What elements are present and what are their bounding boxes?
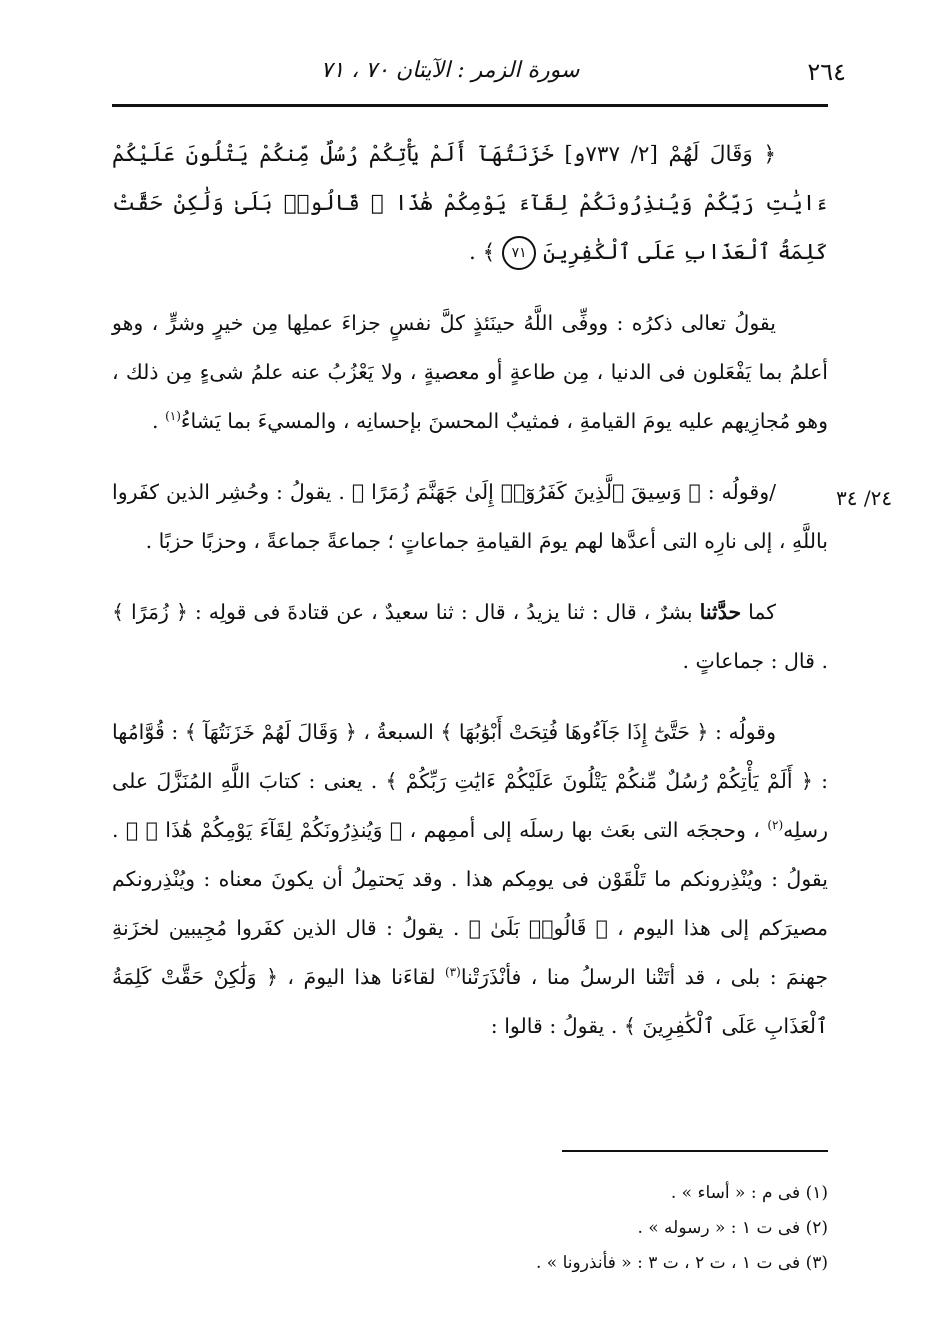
- ayah-number-marker: ٧١: [502, 236, 536, 270]
- paragraph-commentary: [112, 299, 828, 446]
- footnote-ref-1: (١): [165, 409, 181, 424]
- commentary-text: وقولُه : ﴿ حَتَّىٰٓ إِذَا جَآءُوهَا فُتِحَتْ أَبْوَٰبُهَا ﴾ السبعةُ ، ﴿ وَقَالَ لَهُمْ خَزَنَتُهَآ ﴾ : قُوَّامُها : ﴿ أَلَمْ يَأْتِكُمْ رُسُلٌ مِّنكُمْ يَتْلُونَ عَلَيْكُمْ ءَايَٰتِ رَبِّكُمْ ﴾ . يعنى : كتابَ اللَّهِ المُنَزَّلَ على رسلِه: [112, 720, 828, 842]
- narration-lead: كما: [741, 600, 776, 624]
- footnote-item: (٢) فى ت ١ : « رسوله » .: [637, 1218, 828, 1238]
- footnote-ref-2: (٢): [767, 818, 784, 833]
- commentary-text: لقاءَنا هذا اليومَ ، ﴿ وَلَٰكِنْ حَقَّتْ كَلِمَةُ ٱلْعَذَابِ عَلَى ٱلْكَٰفِرِينَ ﴾ . يقولُ : قالوا :: [112, 965, 828, 1038]
- main-text: [112, 130, 828, 1073]
- verse-end: ﴾ .: [468, 240, 496, 265]
- commentary-text: ، وحججَه التى بعَث بها رسلَه إلى أممِهم ، ﴿ وَيُنذِرُونَكُمْ لِقَآءَ يَوْمِكُمْ هَٰذَا ۚ ﴾ . يقولُ : ويُنْذِرونكم ما تَلْقَوْن فى يومِكم هذا . وقد يَحتمِلُ أن يكونَ معناه : ويُنْذِرونكم مصيرَكم إلى هذا اليوم ، ﴿ قَالُوا۟ بَلَىٰ ﴾ . يقولُ : قال الذين كفَروا مُجِيبين لخزَنةِ جهنمَ : بلى ، قد أتَتْنا الرسلُ منا ، فأنْذَرَتْنا: [112, 818, 829, 989]
- commentary-end: .: [152, 409, 166, 433]
- paragraph-verse: ﴿ وَقَالَ لَهُمْ [٢/ ٧٣٧و] خَزَنَتُهَآ أَلَمْ يَأْتِكُمْ رُسُلٌ مِّنكُمْ يَتْلُونَ عَلَيْكُمْ ءَايَٰتِ رَبِّكُمْ وَيُنذِرُونَكُمْ لِقَآءَ يَوْمِكُمْ هَٰذَا ۚ قَالُوا۟ بَلَىٰ وَلَٰكِنْ حَقَّتْ كَلِمَةُ ٱلْعَذَابِ عَلَى ٱلْكَٰفِرِينَ ٧١ ﴾ .: [112, 130, 828, 277]
- paragraph-commentary: /وقولُه : ﴿ وَسِيقَ ٱلَّذِينَ كَفَرُوٓا۟ إِلَىٰ جَهَنَّمَ زُمَرًا ﴾ . يقولُ : وحُشِر الذين كفَروا باللَّهِ ، إلى نارِه التى أعدَّها لهم يومَ القيامةِ جماعاتٍ ؛ جماعةً جماعةً ، وحزبًا حزبًا .: [112, 480, 828, 553]
- page-number: ٢٦٤: [807, 58, 846, 86]
- footnote-item: (١) فى م : « أساء » .: [670, 1183, 828, 1203]
- running-header: سورة الزمر : الآيتان ٧٠ ، ٧١: [320, 58, 580, 83]
- commentary-text: يقولُ تعالى ذكرُه : ووفِّى اللَّهُ حينَئذٍ كلَّ نفسٍ جزاءَ عملِها مِن خيرٍ وشرٍّ ، وهو أعلمُ بما يَفْعَلون فى الدنيا ، مِن طاعةٍ أو معصيةٍ ، ولا يَعْزُبُ عنه علمُ شىءٍ مِن ذلك ، وهو مُجازِيهم عليه يومَ القيامةِ ، فمثيبٌ المحسنَ بإحسانِه ، والمسيءَ بما يَشاءُ: [112, 311, 828, 433]
- margin-reference: ٢٤/ ٣٤: [836, 486, 893, 510]
- footnote-item: (٣) فى ت ١ ، ت ٢ ، ت ٣ : « فأنذرونا » .: [535, 1253, 828, 1273]
- footnote-rule: [562, 1150, 828, 1152]
- footnote-ref-3: (٣): [444, 965, 461, 980]
- narration-keyword: حدَّثنا: [699, 600, 742, 624]
- footnotes: [112, 1176, 828, 1281]
- narration-text: بشرٌ ، قال : ثنا يزيدُ ، قال : ثنا سعيدٌ ، عن قتادةَ فى قولِه : ﴿ زُمَرًا ﴾ . قال : جماعاتٍ .: [112, 600, 828, 673]
- verse-text: وَقَالَ لَهُمْ [٢/ ٧٣٧و] خَزَنَتُهَآ أَلَمْ يَأْتِكُمْ رُسُلٌ مِّنكُمْ يَتْلُونَ عَلَيْكُمْ ءَايَٰتِ رَبِّكُمْ وَيُنذِرُونَكُمْ لِقَآءَ يَوْمِكُمْ هَٰذَا ۚ قَالُوا۟ بَلَىٰ وَلَٰكِنْ حَقَّتْ كَلِمَةُ ٱلْعَذَابِ عَلَى ٱلْكَٰفِرِينَ: [112, 142, 828, 265]
- paragraph-commentary: [112, 708, 828, 1051]
- paragraph-narration: [112, 588, 828, 686]
- header-rule: [112, 104, 828, 107]
